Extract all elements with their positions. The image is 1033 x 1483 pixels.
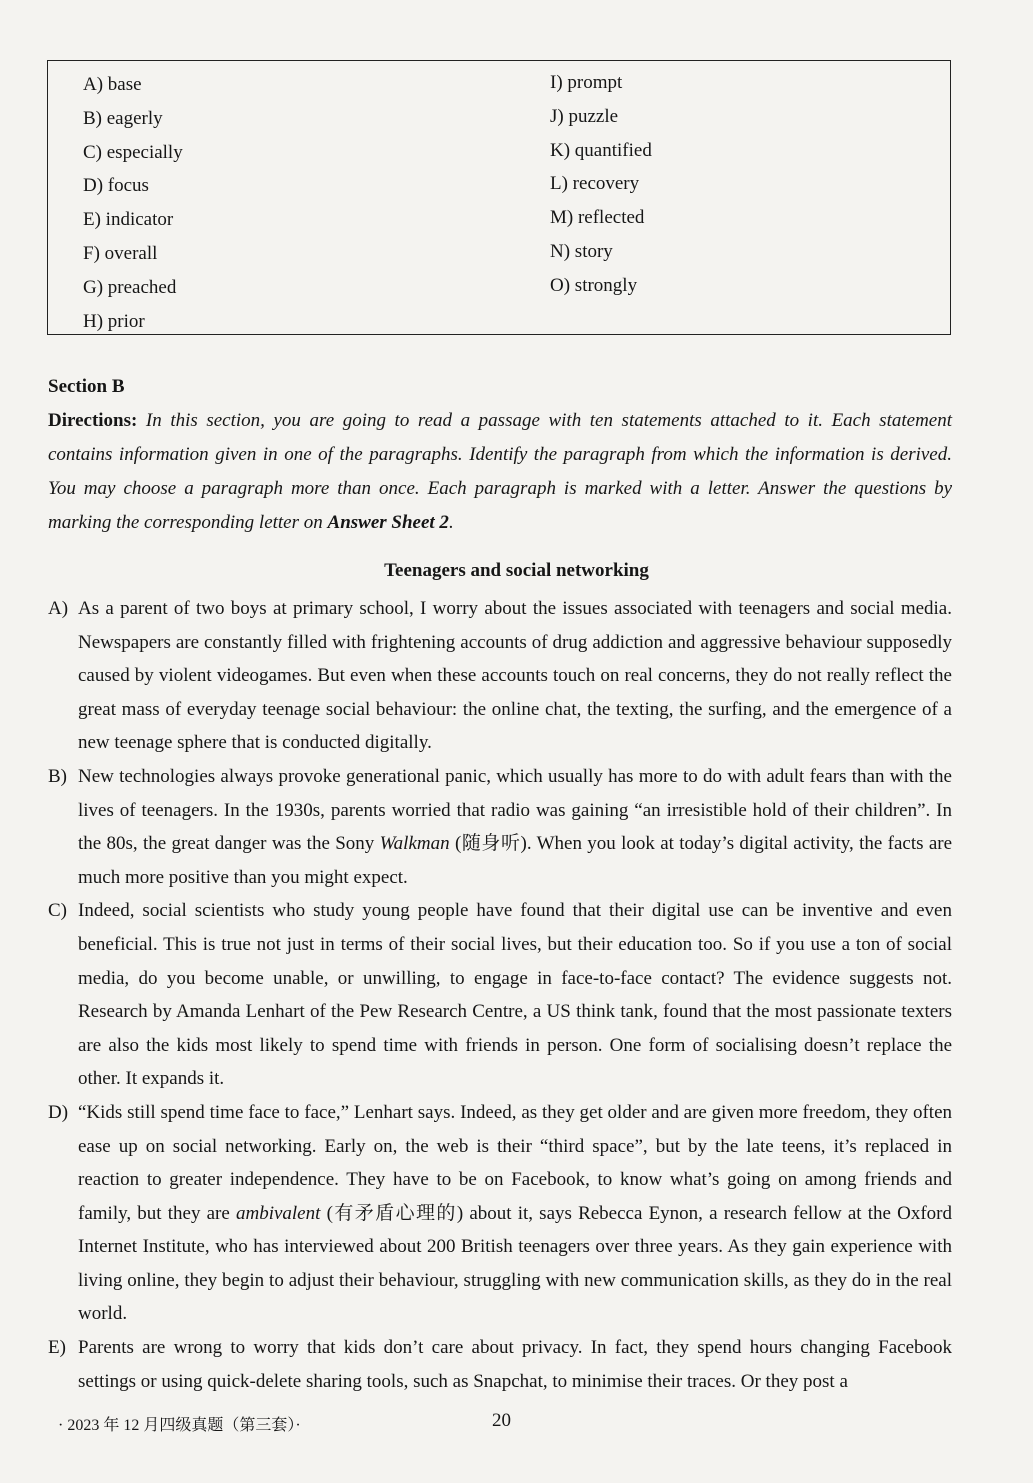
paragraph-text: “Kids still spend time face to face,” Lenhart says. Indeed, as they get older and are given more freedom, they often ease up on social networking. Early on, the web is their “third space”, but by the late teens, it’s replaced in reaction to greater independence. They have to be on Facebook, to know what’s going on among friends and family, but they are — [78, 1101, 952, 1224]
word-option: G) preached — [83, 276, 177, 298]
paragraph-text: Indeed, social scientists who study young people have found that their digital use can be inventive and even beneficial. This is true not just in terms of their social lives, but their education too. So if you use a ton of social media, do you become unable, or unwilling, to engage in face-to-face contact? The evidence suggests not. Research by Amanda Lenhart of the Pew Research Centre, a US think tank, found that the most passionate texters are also the kids most likely to spend time with friends in person. One form of socialising doesn’t replace the other. It expands it. — [78, 900, 952, 1090]
word-option: L) recovery — [550, 173, 640, 195]
paragraph-text: . When you look at today’s digital activity, the facts are much more positive than you might expect. — [78, 833, 953, 888]
word-bank-right-column — [550, 69, 652, 306]
word-option: B) eagerly — [83, 107, 163, 129]
paragraph-letter: B) — [48, 765, 67, 787]
directions-label: Directions: — [48, 410, 138, 431]
glossed-term: ambivalent — [235, 1202, 321, 1224]
paragraph-text: about it, says Rebecca Eynon, a research fellow at the Oxford Internet Institute, who has interviewed about 200 British teenagers over three years. As they gain experience with living online, they begin to adjust their behaviour, struggling with new communication skills, as they do in the real world. — [78, 1202, 952, 1325]
section-title: Section B — [48, 376, 125, 397]
word-option: K) quantified — [550, 139, 652, 161]
word-option: A) base — [83, 74, 142, 95]
directions — [48, 404, 952, 540]
chinese-gloss: (有矛盾心理的) — [320, 1202, 464, 1224]
paragraph-letter: A) — [48, 598, 69, 619]
word-option: I) prompt — [550, 72, 623, 93]
passage-title: Teenagers and social networking — [384, 560, 649, 581]
footer-source: · 2023 年 12 月四级真题（第三套）· — [58, 1417, 301, 1434]
word-bank-box — [47, 60, 951, 335]
word-option: H) prior — [83, 310, 145, 332]
paragraph-text: New technologies always provoke generational panic, which usually has more to do with adult fears than with the lives of teenagers. In the 1930s, parents worried that radio was gaining “an irresistible hold of their children”. In the 80s, the great danger was the Sony — [78, 765, 952, 855]
glossed-term: Walkman — [379, 833, 450, 855]
passage-body — [48, 592, 952, 1398]
paragraph-letter: C) — [48, 900, 67, 922]
word-option: N) story — [550, 240, 613, 262]
answer-sheet-ref: Answer Sheet 2 — [327, 512, 449, 533]
paragraph-letter: E) — [48, 1337, 66, 1359]
word-option: O) strongly — [550, 274, 638, 296]
paragraph-c — [48, 894, 952, 1096]
word-option: M) reflected — [550, 207, 645, 229]
word-bank-left-column — [83, 71, 183, 341]
word-option: J) puzzle — [550, 105, 619, 127]
paragraph-e — [48, 1331, 952, 1398]
paragraph-b — [48, 760, 952, 894]
paragraph-text: Parents are wrong to worry that kids don’t care about privacy. In fact, they spend hours changing Facebook settings or using quick-delete sharing tools, such as Snapchat, to minimise their traces. Or they post a — [78, 1337, 952, 1392]
word-option: C) especially — [83, 141, 183, 163]
word-option: D) focus — [83, 175, 149, 197]
paragraph-a — [48, 592, 952, 760]
paragraph-letter: D) — [48, 1101, 69, 1123]
paragraph-text: As a parent of two boys at primary school, I worry about the issues associated with teenagers and social media. Newspapers are constantly filled with frightening accounts of drug addiction and aggressive behaviour supposedly caused by violent videogames. But even when these accounts touch on real concerns, they do not really reflect the great mass of everyday teenage social behaviour: the online chat, the texting, the surfing, and the emergence of a new teenage sphere that is conducted digitally. — [78, 598, 952, 754]
paragraph-d — [48, 1096, 952, 1331]
page-number: 20 — [492, 1410, 511, 1431]
directions-end: . — [448, 512, 454, 533]
word-option: E) indicator — [83, 209, 174, 231]
word-option: F) overall — [83, 242, 158, 264]
directions-text: In this section, you are going to read a passage with ten statements attached to it. Each statement contains information given in one of the paragraphs. Identify the paragraph from which the information is derived. You may choose a paragraph more than once. Each paragraph is marked with a letter. Answer the questions by marking the corresponding letter on — [48, 410, 952, 533]
chinese-gloss: (随身听) — [449, 833, 527, 855]
